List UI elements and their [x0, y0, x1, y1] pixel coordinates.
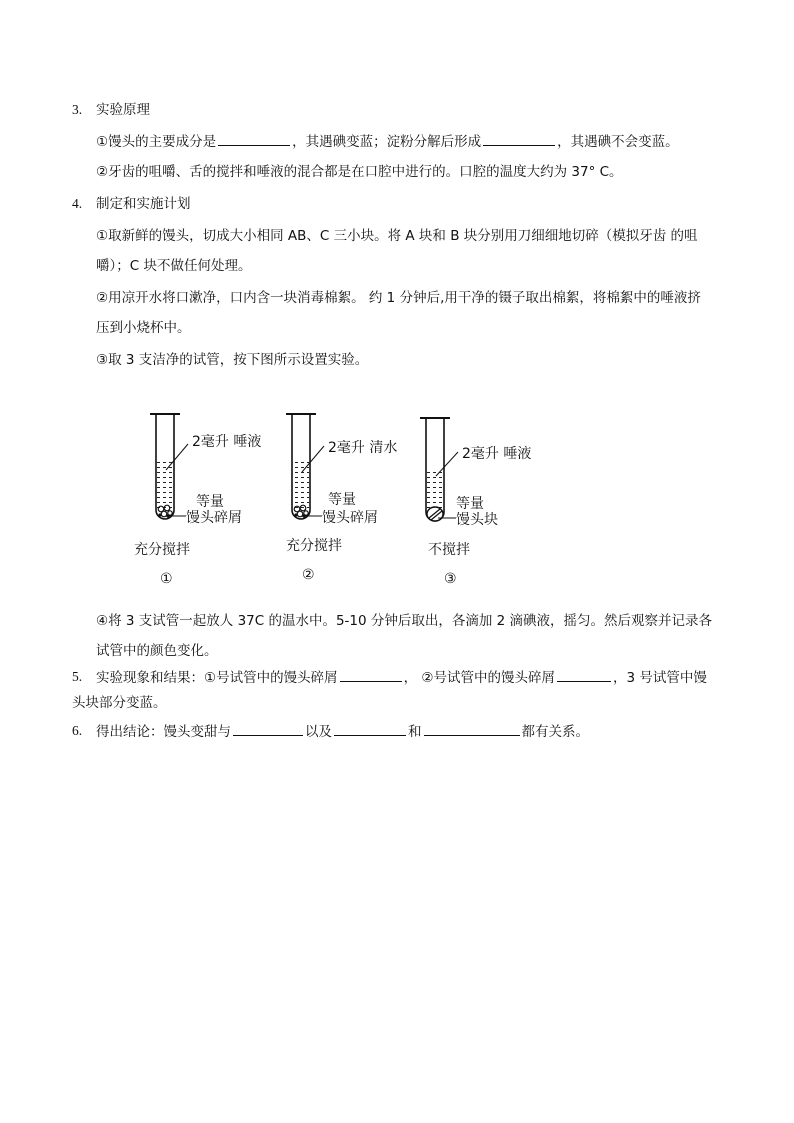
section-title: 制定和实施计划 [96, 196, 191, 212]
test-tube-figure [120, 400, 580, 600]
liquid-label: 2毫升 唾液 [462, 446, 532, 462]
answer-blank[interactable] [340, 667, 402, 682]
test-tube-3 [420, 418, 531, 587]
answer-blank[interactable] [218, 131, 290, 146]
text-fragment: ，其遇碘变蓝；淀粉分解后形成 [292, 134, 482, 150]
amount-label: 等量 [328, 492, 356, 508]
content-label: 馒头碎屑 [322, 510, 378, 526]
text-fragment: 以及 [305, 724, 332, 740]
text-fragment: ，3 号试管中馒 [613, 670, 707, 686]
results-line-1 [96, 667, 707, 688]
text-fragment: ， ②号试管中的馒头碎屑 [403, 670, 556, 686]
text-fragment: ①馒头的主要成分是 [96, 134, 217, 150]
section-number: 3. [72, 102, 83, 117]
conclusion-line [96, 721, 589, 742]
text-fragment: 得出结论：馒头变甜与 [96, 724, 231, 740]
action-label: 不搅拌 [428, 542, 470, 558]
bread-block-icon [427, 507, 443, 521]
text-fragment: 实验现象和结果：①号试管中的馒头碎屑 [96, 670, 338, 686]
step-1-line-1: ①取新鲜的馒头，切成大小相同 AB、C 三小块。将 A 块和 B 块分别用刀细细地切碎（模拟牙齿 的咀 [96, 228, 698, 244]
amount-label: 等量 [456, 496, 484, 512]
amount-label: 等量 [196, 494, 224, 510]
answer-blank[interactable] [557, 667, 611, 682]
section-number: 6. [72, 723, 83, 738]
step-4-line-1: ④将 3 支试管一起放人 37C 的温水中。5-10 分钟后取出，各滴加 2 滴碘液，摇匀。然后观察并记录各 [96, 613, 713, 629]
answer-blank[interactable] [334, 721, 406, 736]
tube-number: ③ [444, 571, 457, 587]
step-2-line-1: ②用凉开水将口漱净，口内含一块消毒棉絮。 约 1 分钟后,用干净的镊子取出棉絮，将棉絮中的唾液挤 [96, 290, 701, 306]
test-tube-1 [134, 414, 261, 587]
step-1-line-2: 嚼）；C 块不做任何处理。 [96, 258, 252, 274]
action-label: 充分搅拌 [134, 542, 190, 558]
tube-number: ② [302, 567, 315, 583]
step-4-line-2: 试管中的颜色变化。 [96, 643, 218, 659]
answer-blank[interactable] [483, 131, 555, 146]
step-3: ③取 3 支洁净的试管，按下图所示设置实验。 [96, 352, 369, 368]
principle-line-2: ②牙齿的咀嚼、舌的搅拌和唾液的混合都是在口腔中进行的。口腔的温度大约为 37° C。 [96, 164, 623, 180]
text-fragment: 和 [408, 724, 422, 740]
liquid-label: 2毫升 清水 [328, 440, 398, 456]
tube-number: ① [160, 571, 173, 587]
text-fragment: ，其遇碘不会变蓝。 [557, 134, 679, 150]
content-label: 馒头碎屑 [186, 510, 242, 526]
results-line-2: 头块部分变蓝。 [72, 695, 167, 711]
action-label: 充分搅拌 [286, 538, 342, 554]
section-title: 实验原理 [96, 102, 150, 118]
liquid-label: 2毫升 唾液 [192, 434, 262, 450]
principle-line-1 [96, 131, 679, 152]
section-number: 5. [72, 669, 83, 684]
section-number: 4. [72, 196, 83, 211]
text-fragment: 都有关系。 [521, 724, 589, 740]
step-2-line-2: 压到小烧杯中。 [96, 320, 191, 336]
answer-blank[interactable] [424, 721, 520, 736]
answer-blank[interactable] [233, 721, 303, 736]
content-label: 馒头块 [456, 512, 498, 528]
test-tube-2 [286, 414, 397, 583]
